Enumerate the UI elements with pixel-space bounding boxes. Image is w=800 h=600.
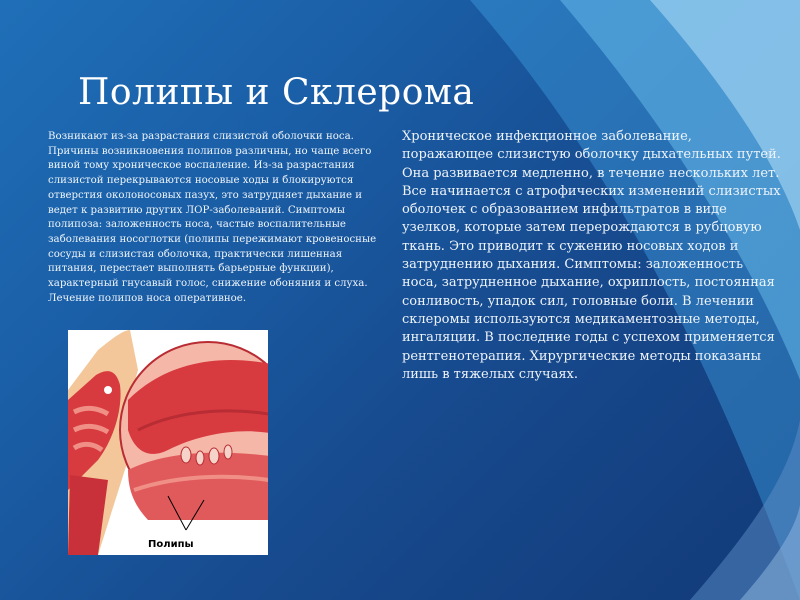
polyps-illustration [68,330,268,555]
slide-title: Полипы и Склерома [78,72,475,113]
scleroma-description: Хроническое инфекционное заболевание, поражающее слизистую оболочку дыхательных путей. Она развивается медленно, в течение нескольких лет. Все начинается с атрофических изменений слизистых оболочек с образованием инфильтратов в виде узелков, которые затем перерождаются в рубцовую ткань. Это приводит к сужению носовых ходов и затруднению дыхания. Симптомы: заложенность носа, затрудненное дыхание, охриплость, постоянная сонливость, упадок сил, головные боли. В лечении склеромы используются медикаментозные методы, ингаляции. В последние годы с успехом применяется рентгенотерапия. Хирургические методы показаны лишь в тяжелых случаях. [402,129,781,382]
polyps-description: Возникают из-за разрастания слизистой оболочки носа. Причины возникновения полипов различны, но чаще всего виной тому хроническое воспаление. Из-за разрастания слизистой перекрываются носовые ходы и блокируются отверстия околоносовых пазух, это затрудняет дыхание и ведет к развитию других ЛОР-заболеваний. Симптомы полипоза: заложенность носа, частые воспалительные заболевания носоглотки (полипы пережимают кровеносные сосуды и слизистая оболочка, практически лишенная питания, перестает выполнять барьерные функции), характерный гнусавый голос, снижение обоняния и слуха. Лечение полипов носа оперативное. [48,131,377,304]
polyps-label: Полипы [148,539,194,550]
nasal-cavity-diagram [68,330,268,555]
